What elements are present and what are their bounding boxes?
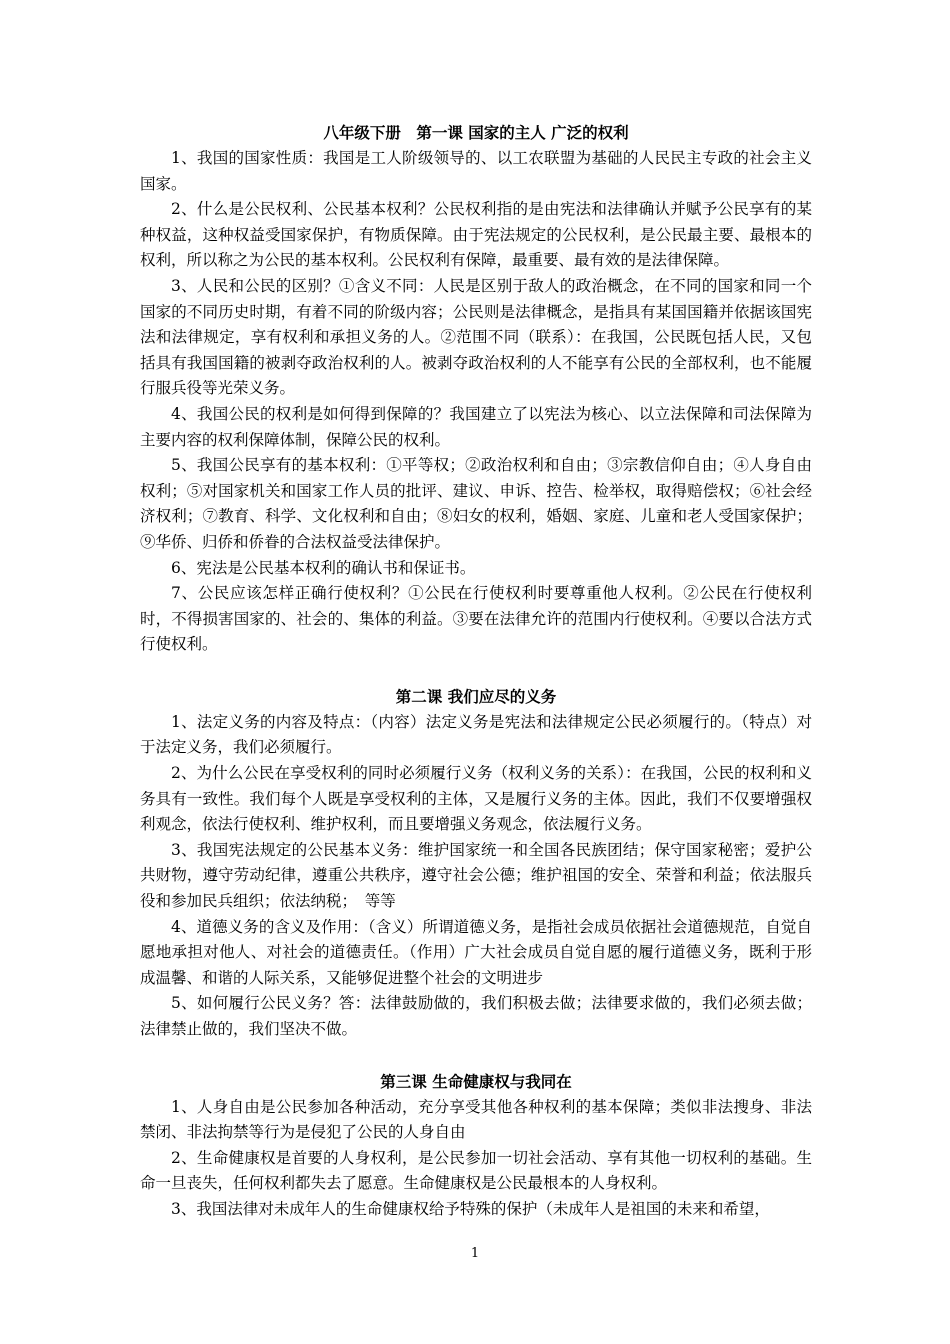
lesson-2-section [140,684,812,1043]
paragraph: 7、公民应该怎样正确行使权利？①公民在行使权利时要尊重他人权利。②公民在行使权利时，不得损害国家的、社会的、集体的利益。③要在法律允许的范围内行使权利。④要以合法方式行使权利。 [140,584,812,654]
section-spacer [140,1043,812,1069]
lesson-3-title: 第三课 生命健康权与我同在 [380,1071,572,1091]
paragraph: 4、我国公民的权利是如何得到保障的？我国建立了以宪法为核心、以立法保障和司法保障为主要内容的权利保障体制，保障公民的权利。 [140,404,812,449]
paragraph: 3、我国法律对未成年人的生命健康权给予特殊的保护（未成年人是祖国的未来和希望， [171,1199,770,1218]
document-page [140,120,812,1223]
paragraph: 1、我国的国家性质：我国是工人阶级领导的、以工农联盟为基础的人民民主专政的社会主义国家。 [140,149,812,193]
lesson-1-section [140,120,812,658]
paragraph: 2、什么是公民权利、公民基本权利？公民权利指的是由宪法和法律确认并赋予公民享有的某种权益，这种权益受国家保护，有物质保障。由于宪法规定的公民权利，是公民最主要、最根本的权利，所以称之为公民的基本权利。公民权利有保障，最重要、最有效的是法律保障。 [140,200,812,270]
lesson-3-section [140,1069,812,1223]
paragraph: 1、人身自由是公民参加各种活动，充分享受其他各种权利的基本保障；类似非法搜身、非法禁闭、非法拘禁等行为是侵犯了公民的人身自由 [140,1097,812,1142]
paragraph: 2、为什么公民在享受权利的同时必须履行义务（权利义务的关系）：在我国，公民的权利和义务具有一致性。我们每个人既是享受权利的主体，又是履行义务的主体。因此，我们不仅要增强权利观念，依法行使权利、维护权利，而且要增强义务观念，依法履行义务。 [140,764,812,834]
paragraph: 6、宪法是公民基本权利的确认书和保证书。 [171,558,476,577]
paragraph: 4、道德义务的含义及作用：（含义）所谓道德义务，是指社会成员依据社会道德规范，自觉自愿地承担对他人、对社会的道德责任。（作用）广大社会成员自觉自愿的履行道德义务，既利于形成温馨、和谐的人际关系，又能够促进整个社会的文明进步 [140,917,812,987]
paragraph: 2、生命健康权是首要的人身权利，是公民参加一切社会活动、享有其他一切权利的基础。生命一旦丧失，任何权利都失去了愿意。生命健康权是公民最根本的人身权利。 [140,1148,812,1193]
paragraph: 1、法定义务的内容及特点：（内容）法定义务是宪法和法律规定公民必须履行的。（特点）对于法定义务，我们必须履行。 [140,712,812,757]
paragraph: 3、我国宪法规定的公民基本义务：维护国家统一和全国各民族团结；保守国家秘密；爱护公共财物，遵守劳动纪律，遵重公共秩序，遵守社会公德；维护祖国的安全、荣誉和利益；依法服兵役和参加民兵组织；依法纳税； 等等 [140,840,812,911]
section-spacer [140,658,812,684]
lesson-2-title: 第二课 我们应尽的义务 [395,686,557,706]
paragraph: 5、如何履行公民义务？答：法律鼓励做的，我们积极去做；法律要求做的，我们必须去做；法律禁止做的，我们坚决不做。 [140,994,812,1038]
paragraph: 5、我国公民享有的基本权利：①平等权；②政治权利和自由；③宗教信仰自由；④人身自由权利；⑤对国家机关和国家工作人员的批评、建议、申诉、控告、检举权，取得赔偿权；⑥社会经济权利；⑦教育、科学、文化权利和自由；⑧妇女的权利，婚姻、家庭、儿童和老人受国家保护；⑨华侨、归侨和侨眷的合法权益受法律保护。 [140,456,812,551]
lesson-1-title: 八年级下册 第一课 国家的主人 广泛的权利 [323,123,629,142]
paragraph: 3、人民和公民的区别？①含义不同：人民是区别于敌人的政治概念，在不同的国家和同一个国家的不同历史时期，有着不同的阶级内容；公民则是法律概念，是指具有某国国籍并依据该国宪法和法律规定，享有权利和承担义务的人。②范围不同（联系）：在我国，公民既包括人民，又包括具有我国国籍的被剥夺政治权利的人。被剥夺政治权利的人不能享有公民的全部权利，也不能履行服兵役等光荣义务。 [140,276,812,398]
page-number: 1 [470,1246,480,1261]
